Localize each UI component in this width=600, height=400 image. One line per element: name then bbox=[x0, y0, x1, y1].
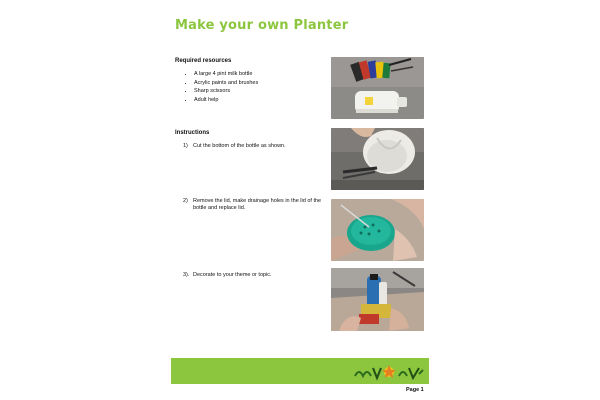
page-title: Make your own Planter bbox=[175, 18, 349, 33]
photo-materials bbox=[331, 57, 424, 119]
resources-list bbox=[182, 70, 258, 104]
list-item: • Adult help bbox=[194, 96, 258, 105]
step-number: 3). bbox=[183, 272, 190, 278]
instructions-heading: Instructions bbox=[175, 130, 210, 136]
step-text: Decorate to your theme or topic. bbox=[193, 272, 272, 278]
photo-lid-holes bbox=[331, 199, 424, 261]
photo-cut-bottle bbox=[331, 128, 424, 190]
step-2 bbox=[183, 198, 323, 212]
list-item: • Sharp scissors bbox=[194, 87, 258, 96]
page-number: Page 1 bbox=[406, 387, 424, 393]
step-number: 2) bbox=[183, 198, 188, 204]
photo-decorate bbox=[331, 268, 424, 331]
step-3 bbox=[183, 272, 323, 279]
grow-logo-icon bbox=[353, 364, 425, 381]
step-text: Remove the lid, make drainage holes in the lid of the bottle and replace lid. bbox=[193, 198, 322, 211]
step-1 bbox=[183, 143, 323, 150]
list-item: • Acrylic paints and brushes bbox=[194, 79, 258, 88]
resources-heading: Required resources bbox=[175, 58, 232, 64]
step-text: Cut the bottom of the bottle as shown. bbox=[193, 143, 286, 149]
list-item: • A large 4 pint milk bottle bbox=[194, 70, 258, 79]
step-number: 1) bbox=[183, 143, 188, 149]
